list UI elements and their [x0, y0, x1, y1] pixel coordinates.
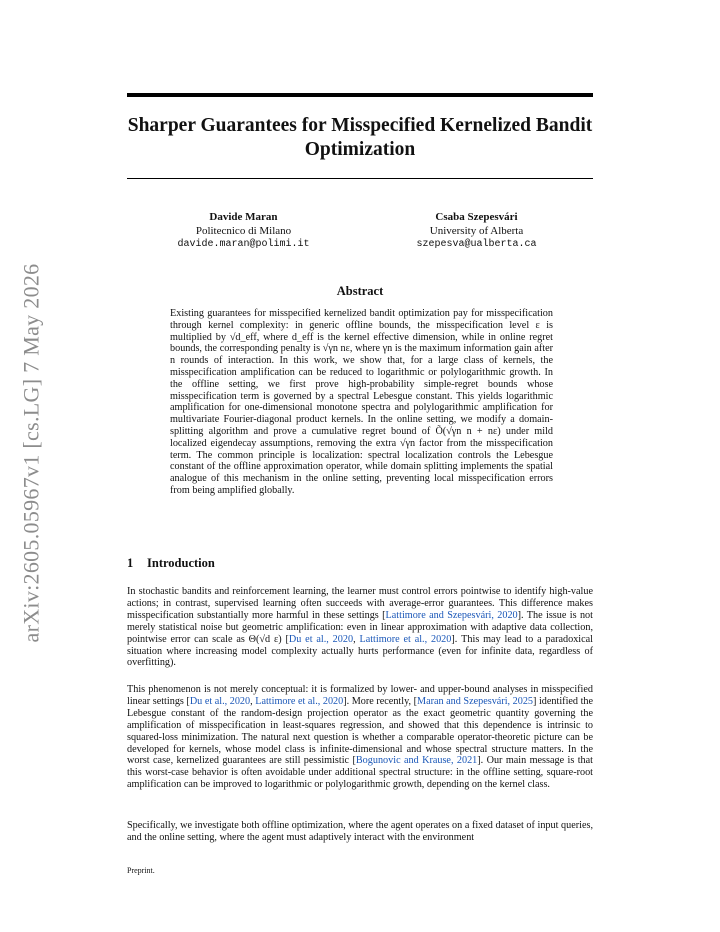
author-1	[127, 211, 360, 252]
section-heading	[127, 556, 593, 571]
paragraph-text: In stochastic bandits and reinforcement learning, the learner must control errors pointwise to identify high-value actions; in contrast, supervised learning often succeeds with average-error guarantees. This difference makes misspecification substantially more harmful in these settings [	[127, 586, 593, 621]
section-title: Introduction	[147, 556, 215, 570]
paragraph-2: This phenomenon is not merely conceptual: it is formalized by lower- and upper-bound analyses in misspecified linear settings [Du et al., 2020, Lattimore et al., 2020]. More recently, [Maran and Szepesvári, 2025] identified the Lebesgue constant of the random-design projection operator as the exact geometric quantity governing the amplification of misspecification in least-squares regression, and showed that this dependence is intrinsic to squared-loss minimization. The natural next question is whether a comparable operator-theoretic picture can be developed for kernels, whose model class is infinite-dimensional and whose spectral structure matters. In the worst case, kernelized guarantees are still pessimistic [Bogunovic and Krause, 2021]. Our main message is that this worst-case behavior is often avoidable under additional spectral structure: in the offline setting, square-root amplification can be improved to logarithmic or polylogarithmic growth, depending on the kernel class.	[127, 684, 594, 791]
section-number: 1	[127, 556, 134, 570]
paragraph-text: ]. More recently, [	[343, 695, 418, 707]
preprint-footer: Preprint.	[127, 866, 155, 875]
paragraph-3: Specifically, we investigate both offline optimization, where the agent operates on a fixed dataset of input queries, and the online setting, where the agent must adaptively interact with the environment	[127, 820, 593, 843]
paragraph-text: ]. The issue is not merely statistical noise but geometric amplification: even in linear approximation with adaptive data collection, pointwise error can scale as Θ(√d ε) [	[127, 609, 593, 645]
author-2	[360, 211, 593, 252]
abstract-text: Existing guarantees for misspecified kernelized bandit optimization pay for misspecification through kernel complexity: in generic offline bounds, the misspecification level ε is multiplied by √d_eff, where d_eff is the kernel effective dimension, while in online regret bounds, the corresponding penalty is √γn nε, where γn is the maximum information gain after n rounds of interaction. In this work, we show that, for a large class of kernels, the misspecification amplification can be reduced to logarithmic or polylogarithmic growth. In the offline setting, we first prove high-probability simple-regret bounds whose misspecification term is governed by a spectral Lebesgue constant. This yields logarithmic amplification for one-dimensional monotone spectra and polylogarithmic amplification for multivariate Fourier-diagonal product kernels. In the online setting, we modify a domain-splitting algorithm and prove a cumulative regret bound of Õ(√γn n + nε) under mild localized eigendecay assumptions, removing the extra √γn factor from the misspecification term. The common principle is localization: spectral localization controls the Lebesgue constant of the offline approximation operator, while domain splitting implements the spatial analogue of this mechanism in the online setting, preventing local misspecification errors from being amplified globally.	[170, 308, 553, 496]
arxiv-identifier-text: arXiv:2605.05967v1 [cs.LG] 7 May 2026	[18, 263, 43, 643]
citation-link[interactable]: Du et al., 2020	[288, 633, 354, 645]
abstract-heading: Abstract	[336, 284, 384, 298]
paragraph-text: ]. Our main message is that this worst-case behavior is often avoidable under additional spectral structure: in the offline setting, square-root amplification can be improved to logarithmic or polylogarithmic growth, depending on the kernel class.	[127, 755, 593, 791]
paragraph-text: ] identified the Lebesgue constant of the random-design projection operator as the exact geometric quantity governing the amplification of misspecification in least-squares regression, and showed that this dependence is intrinsic to squared-loss minimization. The natural next question is whether a comparable operator-theoretic picture can be developed for kernels, whose model class is infinite-dimensional and whose spectral structure matters. In the worst case, kernelized guarantees are still pessimistic [	[127, 695, 594, 767]
arxiv-identifier-stamp	[6, 263, 56, 643]
paragraph-1: In stochastic bandits and reinforcement learning, the learner must control errors pointwise to identify high-value actions; in contrast, supervised learning often succeeds with average-error guarantees. This difference makes misspecification substantially more harmful in these settings [Lattimore and Szepesvári, 2020]. The issue is not merely statistical noise but geometric amplification: even in linear approximation with adaptive data collection, pointwise error can scale as Θ(√d ε) [Du et al., 2020, Lattimore et al., 2020]. This may lead to a paradoxical situation where increasing model complexity actually hurts performance (even for infinite data, regardless of overfitting).	[127, 586, 594, 669]
paragraph-text: ]. This may lead to a paradoxical situation where increasing model complexity actually hurts performance (even for infinite data, regardless of overfitting).	[127, 633, 594, 669]
citation-link[interactable]: Bogunovic and Krause, 2021	[355, 755, 478, 767]
citation-link[interactable]: Du et al., 2020	[189, 695, 251, 707]
paper-title: Sharper Guarantees for Misspecified Kernelized Bandit Optimization	[127, 115, 593, 160]
author-block	[127, 211, 593, 252]
author-name: Csaba Szepesvári	[435, 211, 518, 223]
title-top-rule	[127, 93, 593, 97]
citation-link[interactable]: Maran and Szepesvári, 2025	[417, 695, 534, 707]
author-affiliation: Politecnico di Milano	[195, 224, 292, 237]
author-name: Davide Maran	[209, 211, 278, 223]
citation-link[interactable]: Lattimore et al., 2020	[359, 633, 452, 645]
citation-link[interactable]: Lattimore et al., 2020	[255, 695, 344, 707]
citation-link[interactable]: Lattimore and Szepesvári, 2020	[385, 609, 518, 621]
author-email: szepesva@ualberta.ca	[416, 239, 537, 250]
title-bottom-rule	[127, 178, 593, 179]
author-affiliation: University of Alberta	[429, 224, 524, 237]
author-email: davide.maran@polimi.it	[177, 239, 310, 250]
paragraph-text: This phenomenon is not merely conceptual: it is formalized by lower- and upper-bound analyses in misspecified linear settings [	[127, 684, 593, 707]
